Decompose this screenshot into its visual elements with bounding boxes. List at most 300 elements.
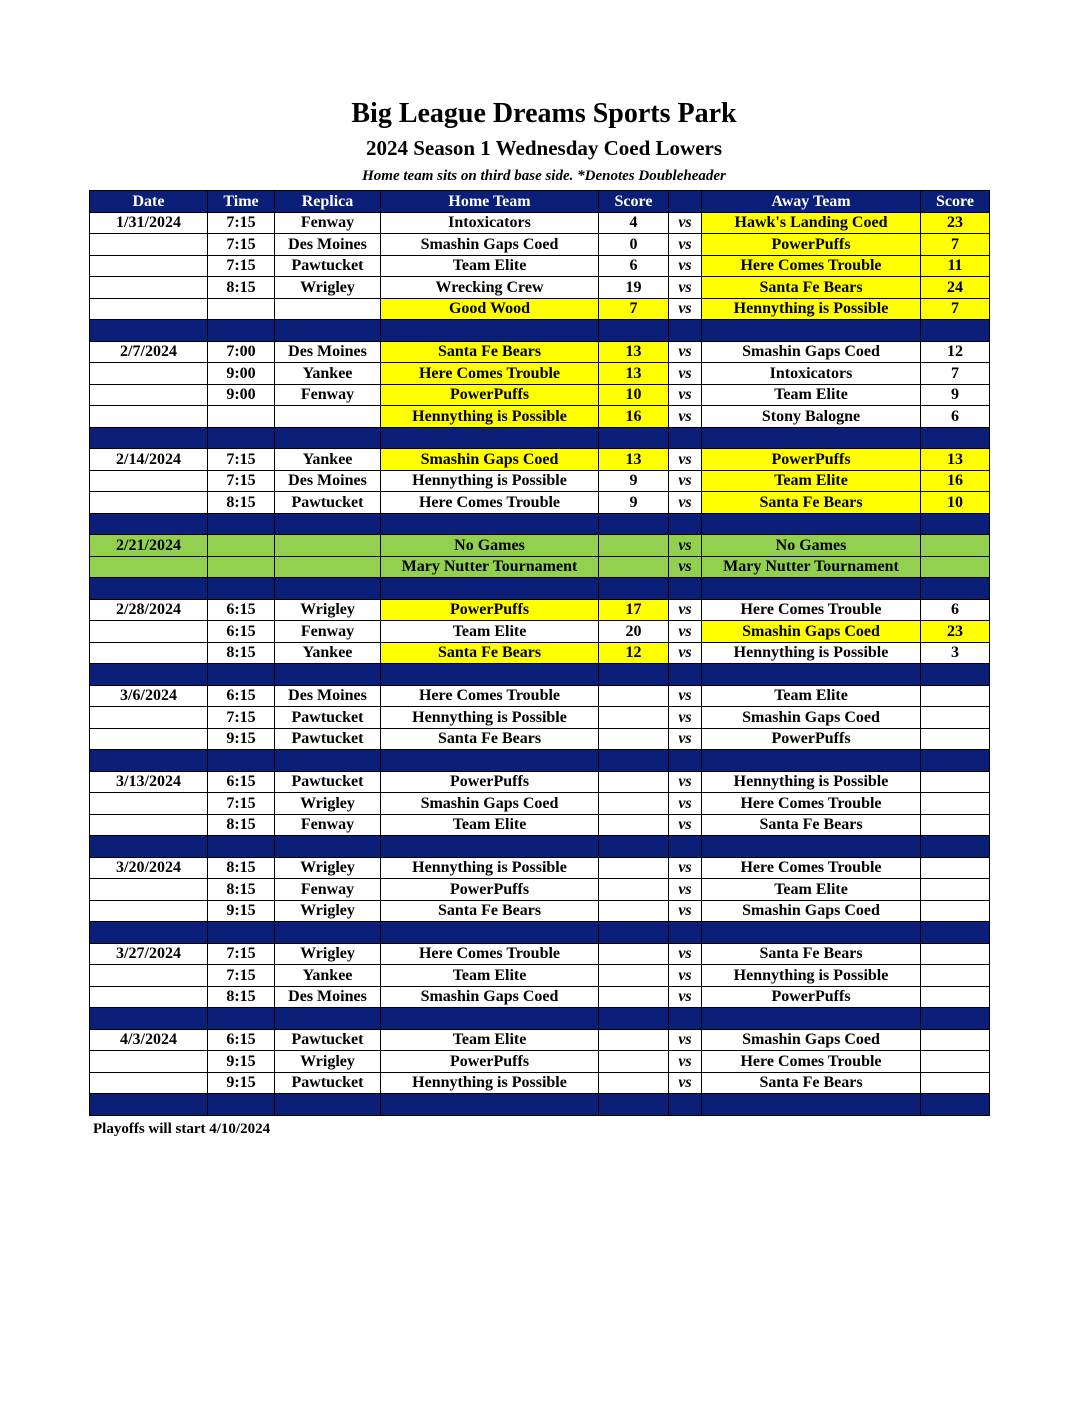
date-cell: 3/27/2024: [90, 943, 208, 965]
separator-cell: [275, 320, 381, 342]
header-home-team: Home Team: [381, 191, 599, 213]
separator-row: [90, 513, 990, 535]
separator-cell: [921, 664, 990, 686]
header-away-score: Score: [921, 191, 990, 213]
home-team-cell: Santa Fe Bears: [381, 341, 599, 363]
home-score-cell: 17: [599, 599, 669, 621]
playoffs-footer: Playoffs will start 4/10/2024: [93, 1121, 271, 1137]
home-team-cell: Smashin Gaps Coed: [381, 234, 599, 256]
separator-cell: [599, 664, 669, 686]
away-score-cell: 24: [921, 277, 990, 299]
game-row: [90, 406, 990, 428]
schedule-note: Home team sits on third base side. *Denotes Doubleheader: [362, 168, 726, 184]
vs-cell: vs: [669, 986, 702, 1008]
separator-cell: [90, 513, 208, 535]
home-team-cell: PowerPuffs: [381, 599, 599, 621]
home-score-cell: [599, 556, 669, 578]
date-cell: [90, 642, 208, 664]
replica-cell: Fenway: [275, 879, 381, 901]
date-cell: 4/3/2024: [90, 1029, 208, 1051]
time-cell: 8:15: [208, 814, 275, 836]
home-team-cell: Hennything is Possible: [381, 470, 599, 492]
date-cell: 2/7/2024: [90, 341, 208, 363]
vs-cell: vs: [669, 449, 702, 471]
away-score-cell: [921, 685, 990, 707]
schedule-table: [89, 190, 990, 1116]
away-score-cell: 9: [921, 384, 990, 406]
separator-cell: [599, 578, 669, 600]
separator-cell: [275, 578, 381, 600]
time-cell: 6:15: [208, 685, 275, 707]
vs-cell: vs: [669, 621, 702, 643]
home-team-cell: PowerPuffs: [381, 879, 599, 901]
vs-cell: vs: [669, 212, 702, 234]
vs-cell: vs: [669, 492, 702, 514]
away-team-cell: No Games: [702, 535, 921, 557]
time-cell: 7:15: [208, 255, 275, 277]
away-team-cell: Hennything is Possible: [702, 298, 921, 320]
home-score-cell: [599, 685, 669, 707]
date-cell: [90, 470, 208, 492]
away-score-cell: [921, 707, 990, 729]
separator-cell: [90, 750, 208, 772]
home-team-cell: Santa Fe Bears: [381, 642, 599, 664]
vs-cell: vs: [669, 234, 702, 256]
replica-cell: Wrigley: [275, 900, 381, 922]
separator-cell: [90, 664, 208, 686]
home-team-cell: PowerPuffs: [381, 771, 599, 793]
game-row: [90, 277, 990, 299]
away-team-cell: Santa Fe Bears: [702, 492, 921, 514]
away-score-cell: [921, 857, 990, 879]
date-cell: [90, 298, 208, 320]
separator-cell: [921, 836, 990, 858]
separator-row: [90, 1094, 990, 1116]
away-team-cell: Smashin Gaps Coed: [702, 1029, 921, 1051]
separator-row: [90, 427, 990, 449]
separator-cell: [208, 578, 275, 600]
away-team-cell: Mary Nutter Tournament: [702, 556, 921, 578]
game-row: [90, 470, 990, 492]
time-cell: 7:00: [208, 341, 275, 363]
home-score-cell: [599, 728, 669, 750]
game-row: [90, 255, 990, 277]
home-team-cell: Team Elite: [381, 1029, 599, 1051]
separator-cell: [208, 320, 275, 342]
separator-cell: [702, 513, 921, 535]
header-home-score: Score: [599, 191, 669, 213]
vs-cell: vs: [669, 470, 702, 492]
time-cell: 7:15: [208, 943, 275, 965]
game-row: [90, 685, 990, 707]
time-cell: 9:00: [208, 384, 275, 406]
separator-cell: [599, 750, 669, 772]
away-score-cell: 16: [921, 470, 990, 492]
home-team-cell: Smashin Gaps Coed: [381, 986, 599, 1008]
time-cell: 7:15: [208, 470, 275, 492]
separator-cell: [275, 1008, 381, 1030]
time-cell: [208, 298, 275, 320]
date-cell: [90, 406, 208, 428]
game-row: [90, 492, 990, 514]
vs-cell: vs: [669, 685, 702, 707]
away-score-cell: [921, 814, 990, 836]
time-cell: 7:15: [208, 234, 275, 256]
away-team-cell: Here Comes Trouble: [702, 857, 921, 879]
home-score-cell: [599, 857, 669, 879]
game-row: [90, 449, 990, 471]
vs-cell: vs: [669, 793, 702, 815]
time-cell: [208, 556, 275, 578]
time-cell: 9:15: [208, 900, 275, 922]
separator-cell: [275, 922, 381, 944]
separator-cell: [275, 1094, 381, 1116]
home-team-cell: Hennything is Possible: [381, 707, 599, 729]
away-team-cell: PowerPuffs: [702, 234, 921, 256]
away-team-cell: Smashin Gaps Coed: [702, 341, 921, 363]
time-cell: 7:15: [208, 707, 275, 729]
separator-cell: [208, 1008, 275, 1030]
away-team-cell: Smashin Gaps Coed: [702, 900, 921, 922]
separator-cell: [381, 1094, 599, 1116]
separator-cell: [921, 1008, 990, 1030]
game-row: [90, 857, 990, 879]
replica-cell: [275, 556, 381, 578]
time-cell: 8:15: [208, 642, 275, 664]
header-away-team: Away Team: [702, 191, 921, 213]
separator-cell: [275, 750, 381, 772]
time-cell: 7:15: [208, 965, 275, 987]
away-score-cell: [921, 1051, 990, 1073]
replica-cell: Yankee: [275, 363, 381, 385]
game-row: [90, 298, 990, 320]
page-subtitle: 2024 Season 1 Wednesday Coed Lowers: [365, 136, 723, 160]
away-team-cell: Hawk's Landing Coed: [702, 212, 921, 234]
game-row: [90, 793, 990, 815]
away-score-cell: [921, 900, 990, 922]
time-cell: 8:15: [208, 879, 275, 901]
separator-cell: [208, 664, 275, 686]
home-score-cell: 10: [599, 384, 669, 406]
replica-cell: [275, 298, 381, 320]
away-team-cell: Santa Fe Bears: [702, 814, 921, 836]
date-cell: [90, 234, 208, 256]
page-title: Big League Dreams Sports Park: [351, 98, 737, 129]
game-row: [90, 1029, 990, 1051]
home-score-cell: 6: [599, 255, 669, 277]
separator-cell: [381, 836, 599, 858]
separator-cell: [381, 1008, 599, 1030]
home-team-cell: Smashin Gaps Coed: [381, 449, 599, 471]
separator-cell: [669, 513, 702, 535]
away-score-cell: [921, 771, 990, 793]
away-score-cell: [921, 879, 990, 901]
game-row: [90, 943, 990, 965]
time-cell: 8:15: [208, 857, 275, 879]
schedule-body: [90, 212, 990, 1115]
separator-cell: [381, 427, 599, 449]
vs-cell: vs: [669, 1029, 702, 1051]
separator-cell: [208, 750, 275, 772]
home-score-cell: [599, 814, 669, 836]
vs-cell: vs: [669, 341, 702, 363]
home-team-cell: PowerPuffs: [381, 1051, 599, 1073]
replica-cell: Wrigley: [275, 793, 381, 815]
away-team-cell: PowerPuffs: [702, 449, 921, 471]
separator-cell: [208, 836, 275, 858]
home-score-cell: 9: [599, 492, 669, 514]
time-cell: 6:15: [208, 1029, 275, 1051]
separator-cell: [702, 320, 921, 342]
away-team-cell: Santa Fe Bears: [702, 943, 921, 965]
away-score-cell: 13: [921, 449, 990, 471]
separator-cell: [90, 427, 208, 449]
separator-cell: [702, 664, 921, 686]
game-row: [90, 965, 990, 987]
away-team-cell: Here Comes Trouble: [702, 255, 921, 277]
date-cell: [90, 986, 208, 1008]
replica-cell: Des Moines: [275, 470, 381, 492]
separator-cell: [208, 513, 275, 535]
home-team-cell: Good Wood: [381, 298, 599, 320]
replica-cell: Wrigley: [275, 277, 381, 299]
date-cell: [90, 363, 208, 385]
separator-cell: [669, 427, 702, 449]
separator-row: [90, 922, 990, 944]
replica-cell: Des Moines: [275, 685, 381, 707]
replica-cell: Pawtucket: [275, 1072, 381, 1094]
game-row: [90, 900, 990, 922]
away-score-cell: [921, 986, 990, 1008]
date-cell: 2/21/2024: [90, 535, 208, 557]
separator-cell: [381, 578, 599, 600]
date-cell: [90, 1072, 208, 1094]
vs-cell: vs: [669, 255, 702, 277]
away-score-cell: [921, 1072, 990, 1094]
separator-cell: [669, 836, 702, 858]
vs-cell: vs: [669, 814, 702, 836]
separator-cell: [381, 513, 599, 535]
separator-cell: [599, 836, 669, 858]
separator-cell: [669, 578, 702, 600]
home-team-cell: Hennything is Possible: [381, 857, 599, 879]
away-score-cell: 23: [921, 621, 990, 643]
date-cell: [90, 879, 208, 901]
separator-cell: [921, 427, 990, 449]
separator-cell: [702, 750, 921, 772]
away-score-cell: [921, 965, 990, 987]
time-cell: 7:15: [208, 449, 275, 471]
home-team-cell: Mary Nutter Tournament: [381, 556, 599, 578]
home-score-cell: [599, 707, 669, 729]
away-score-cell: 7: [921, 298, 990, 320]
header-replica: Replica: [275, 191, 381, 213]
away-team-cell: Hennything is Possible: [702, 642, 921, 664]
time-cell: 6:15: [208, 621, 275, 643]
no-games-row: [90, 535, 990, 557]
separator-cell: [702, 427, 921, 449]
home-team-cell: No Games: [381, 535, 599, 557]
time-cell: 8:15: [208, 986, 275, 1008]
away-team-cell: Here Comes Trouble: [702, 599, 921, 621]
header-date: Date: [90, 191, 208, 213]
date-cell: 3/20/2024: [90, 857, 208, 879]
separator-cell: [702, 1094, 921, 1116]
vs-cell: vs: [669, 298, 702, 320]
time-cell: 9:00: [208, 363, 275, 385]
date-cell: [90, 965, 208, 987]
replica-cell: Pawtucket: [275, 707, 381, 729]
vs-cell: vs: [669, 384, 702, 406]
vs-cell: vs: [669, 642, 702, 664]
home-score-cell: 9: [599, 470, 669, 492]
away-team-cell: Santa Fe Bears: [702, 1072, 921, 1094]
home-score-cell: 19: [599, 277, 669, 299]
separator-cell: [702, 836, 921, 858]
replica-cell: Des Moines: [275, 341, 381, 363]
header-vs: [669, 191, 702, 213]
away-score-cell: 7: [921, 363, 990, 385]
separator-cell: [702, 578, 921, 600]
away-team-cell: Smashin Gaps Coed: [702, 707, 921, 729]
home-score-cell: 16: [599, 406, 669, 428]
home-score-cell: [599, 1072, 669, 1094]
home-team-cell: Here Comes Trouble: [381, 492, 599, 514]
separator-cell: [669, 664, 702, 686]
separator-cell: [599, 1008, 669, 1030]
separator-row: [90, 1008, 990, 1030]
separator-cell: [208, 427, 275, 449]
vs-cell: vs: [669, 857, 702, 879]
date-cell: [90, 707, 208, 729]
date-cell: [90, 814, 208, 836]
vs-cell: vs: [669, 879, 702, 901]
away-team-cell: Team Elite: [702, 879, 921, 901]
home-team-cell: Team Elite: [381, 965, 599, 987]
separator-cell: [208, 922, 275, 944]
away-team-cell: Here Comes Trouble: [702, 1051, 921, 1073]
separator-cell: [275, 427, 381, 449]
separator-cell: [599, 1094, 669, 1116]
separator-row: [90, 750, 990, 772]
time-cell: 6:15: [208, 599, 275, 621]
time-cell: 7:15: [208, 793, 275, 815]
game-row: [90, 234, 990, 256]
separator-cell: [921, 922, 990, 944]
date-cell: 3/6/2024: [90, 685, 208, 707]
game-row: [90, 986, 990, 1008]
separator-row: [90, 578, 990, 600]
game-row: [90, 1051, 990, 1073]
separator-cell: [921, 320, 990, 342]
home-score-cell: [599, 771, 669, 793]
away-score-cell: 3: [921, 642, 990, 664]
away-score-cell: 6: [921, 406, 990, 428]
home-score-cell: [599, 793, 669, 815]
replica-cell: Fenway: [275, 212, 381, 234]
time-cell: 8:15: [208, 277, 275, 299]
replica-cell: Yankee: [275, 449, 381, 471]
time-cell: [208, 406, 275, 428]
vs-cell: vs: [669, 535, 702, 557]
home-score-cell: [599, 965, 669, 987]
away-team-cell: Hennything is Possible: [702, 965, 921, 987]
home-score-cell: [599, 535, 669, 557]
time-cell: 6:15: [208, 771, 275, 793]
game-row: [90, 642, 990, 664]
header-row: [90, 191, 990, 213]
home-team-cell: Team Elite: [381, 621, 599, 643]
replica-cell: Wrigley: [275, 857, 381, 879]
home-team-cell: Here Comes Trouble: [381, 363, 599, 385]
time-cell: [208, 535, 275, 557]
game-row: [90, 879, 990, 901]
home-score-cell: 4: [599, 212, 669, 234]
game-row: [90, 771, 990, 793]
home-team-cell: Here Comes Trouble: [381, 943, 599, 965]
separator-row: [90, 664, 990, 686]
vs-cell: vs: [669, 277, 702, 299]
vs-cell: vs: [669, 943, 702, 965]
away-team-cell: PowerPuffs: [702, 986, 921, 1008]
date-cell: [90, 900, 208, 922]
vs-cell: vs: [669, 1072, 702, 1094]
replica-cell: Pawtucket: [275, 771, 381, 793]
separator-cell: [669, 1008, 702, 1030]
replica-cell: Fenway: [275, 384, 381, 406]
away-team-cell: Team Elite: [702, 470, 921, 492]
separator-cell: [921, 750, 990, 772]
home-team-cell: Intoxicators: [381, 212, 599, 234]
separator-row: [90, 320, 990, 342]
home-score-cell: 12: [599, 642, 669, 664]
away-team-cell: Here Comes Trouble: [702, 793, 921, 815]
no-games-row: [90, 556, 990, 578]
game-row: [90, 1072, 990, 1094]
separator-cell: [921, 578, 990, 600]
game-row: [90, 341, 990, 363]
separator-cell: [669, 320, 702, 342]
replica-cell: Pawtucket: [275, 728, 381, 750]
away-score-cell: 23: [921, 212, 990, 234]
home-score-cell: [599, 1051, 669, 1073]
replica-cell: Yankee: [275, 642, 381, 664]
separator-row: [90, 836, 990, 858]
separator-cell: [381, 320, 599, 342]
game-row: [90, 212, 990, 234]
away-score-cell: [921, 556, 990, 578]
replica-cell: Des Moines: [275, 986, 381, 1008]
home-team-cell: Here Comes Trouble: [381, 685, 599, 707]
date-cell: [90, 621, 208, 643]
separator-cell: [90, 836, 208, 858]
away-score-cell: [921, 535, 990, 557]
away-team-cell: Santa Fe Bears: [702, 277, 921, 299]
separator-cell: [702, 922, 921, 944]
away-team-cell: Hennything is Possible: [702, 771, 921, 793]
game-row: [90, 814, 990, 836]
game-row: [90, 384, 990, 406]
separator-cell: [921, 1094, 990, 1116]
vs-cell: vs: [669, 363, 702, 385]
away-score-cell: [921, 793, 990, 815]
replica-cell: Wrigley: [275, 1051, 381, 1073]
vs-cell: vs: [669, 406, 702, 428]
date-cell: [90, 384, 208, 406]
home-team-cell: Santa Fe Bears: [381, 728, 599, 750]
home-score-cell: [599, 879, 669, 901]
separator-cell: [275, 664, 381, 686]
